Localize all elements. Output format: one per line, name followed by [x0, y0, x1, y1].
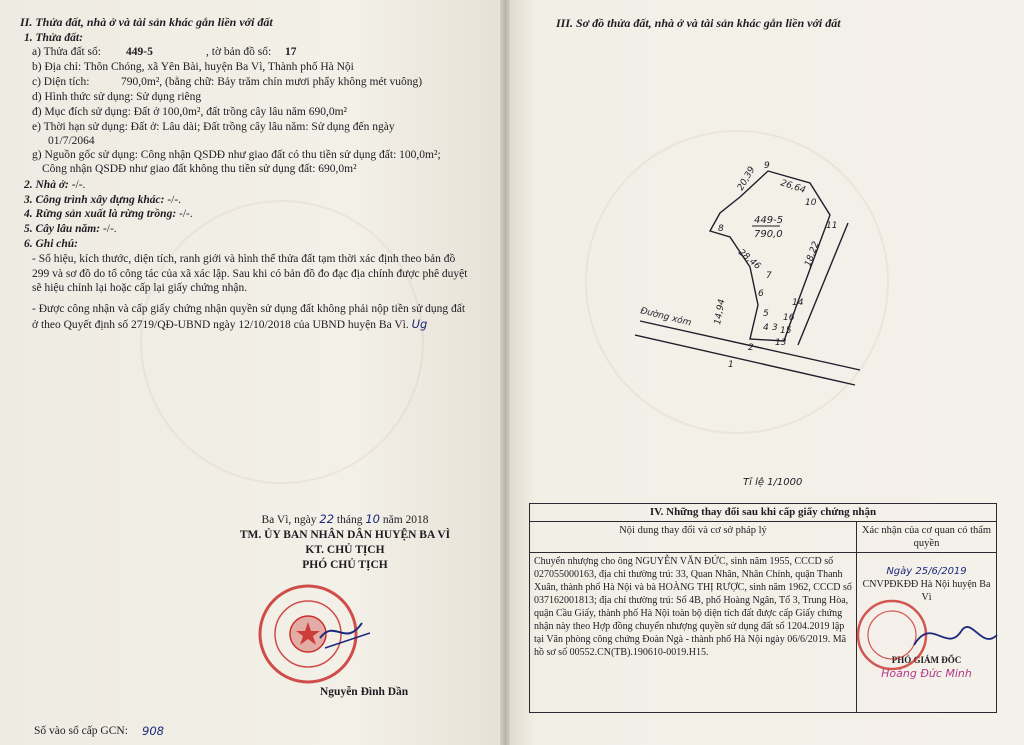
vertex-label-5: 5	[763, 309, 769, 319]
official-stamp-right	[852, 595, 1002, 675]
confirm-title: PHÓ GIÁM ĐỐC	[891, 655, 962, 665]
col-header-content: Nội dung thay đổi và cơ sở pháp lý	[530, 522, 857, 553]
parcel-number-label: a) Thửa đất số:	[32, 46, 101, 58]
usage-origin-line2: Công nhận QSDĐ như giao đất không thu tiền sử dụng đất: 690,0m²	[42, 163, 357, 175]
dimension-label: 20,39	[735, 165, 758, 193]
vertex-label-8: 8	[718, 224, 724, 234]
dimension-label: 14,94	[713, 298, 728, 326]
registration-label: Số vào sổ cấp GCN:	[34, 725, 128, 737]
vertex-label-2: 2	[748, 343, 754, 353]
issue-date: Ba Vì, ngày 22 tháng 10 năm 2018	[261, 512, 429, 526]
usage-origin-line1: g) Nguồn gốc sử dụng: Công nhận QSDĐ như giao đất có thu tiền sử dụng đất: 100,0m²;	[32, 149, 441, 161]
scale-label: Tỉ lệ 1/1000	[743, 477, 803, 488]
usage-form: d) Hình thức sử dụng: Sử dụng riêng	[32, 91, 202, 103]
parcel-number-value: 449-5	[126, 46, 153, 58]
col-header-confirm: Xác nhận của cơ quan có thẩm quyền	[857, 522, 997, 553]
section-ii-heading: II. Thửa đất, nhà ở và tài sản khác gắn liền với đất	[20, 15, 273, 29]
section-5-trees: 5. Cây lâu năm: -/-.	[24, 223, 117, 235]
section-4-forest: 4. Rừng sản xuất là rừng trồng: -/-.	[24, 208, 193, 220]
usage-term-line1: e) Thời hạn sử dụng: Đất ở: Lâu dài; Đất trồng cây lâu năm: Sử dụng đến ngày	[32, 121, 395, 133]
handwritten-mark: Ug	[411, 316, 428, 331]
vertex-label-10: 10	[805, 198, 817, 208]
issuing-org: TM. ỦY BAN NHÂN DÂN HUYỆN BA VÌ	[239, 529, 451, 541]
parcel-sketch	[600, 155, 880, 395]
signer-role-1: KT. CHỦ TỊCH	[305, 544, 385, 556]
address-line: b) Địa chỉ: Thôn Chóng, xã Yên Bài, huyện Ba Vì, Thành phố Hà Nội	[32, 61, 354, 73]
dimension-label: 28,46	[736, 247, 763, 272]
signer-role-2: PHÓ CHỦ TỊCH	[302, 559, 388, 571]
vertex-label-14: 14	[792, 298, 804, 308]
change-content-cell: Chuyển nhượng cho ông NGUYỄN VĂN ĐỨC, sinh năm 1955, CCCD số 027055000163, địa chỉ thường trú: 33, Quan Nhân, Nhân Chính, quận Thanh Xuân, thành phố Hà Nội và bà HOÀNG THỊ RƯỢC, sinh năm 1962, CCCD số 037162001813; địa chỉ thường trú: Số 4B, phố Hoàng Ngân, Tổ 3, Trung Hòa, quận Cầu Giấy, thành phố Hà Nội toàn bộ diện tích đất được cấp Giấy chứng nhận này theo Hợp đồng chuyển nhượng quyền sử dụng đất số 1204.2019 lập tại Văn phòng công chứng Đoàn Ngà - thành phố Hà Nội ngày 06/6/2019. Mã hồ sơ số 00552.CN(TB).190610-0019.H15.	[530, 553, 857, 713]
vertex-label-13: 13	[775, 338, 787, 348]
area-label: c) Diện tích:	[32, 76, 90, 88]
section-6-notes: 6. Ghi chú:	[24, 238, 78, 250]
signature-block	[215, 512, 475, 573]
vertex-label-15: 15	[780, 326, 792, 336]
registration-value: 908	[142, 724, 164, 738]
watermark-emblem	[140, 200, 424, 484]
vertex-label-16: 16	[783, 313, 795, 323]
table-title: IV. Những thay đổi sau khi cấp giấy chứng nhận	[530, 504, 997, 522]
map-sheet-label: , tờ bản đồ số:	[206, 46, 272, 58]
vertex-label-7: 7	[766, 271, 772, 281]
official-stamp-left	[250, 578, 380, 696]
note-2: - Được công nhận và cấp giấy chứng nhận quyền sử dụng đất không phải nộp tiền sử dụng đất ở theo Quyết định số 2719/QĐ-UBND ngày 12/10/2018 của UBND huyện Ba Vì. Ug	[32, 303, 466, 331]
section-2-housing: 2. Nhà ở: -/-.	[24, 179, 86, 191]
section-3-construction: 3. Công trình xây dựng khác: -/-.	[24, 194, 182, 206]
vertex-label-11: 11	[826, 221, 838, 231]
usage-purpose: đ) Mục đích sử dụng: Đất ở 100,0m², đất trồng cây lâu năm 690,0m²	[32, 106, 347, 118]
vertex-label-1: 1	[728, 360, 734, 370]
vertex-label-3: 3	[772, 323, 778, 333]
note-1: - Số hiệu, kích thước, diện tích, ranh giới và hình thể thửa đất tạm thời xác định theo bản đồ 299 và sơ đồ do tổ công tác của xã xác lập. Sau khi có bản đồ đo đạc địa chính được phê duyệt sẽ hiệu chỉnh lại hoặc cấp lại giấy chứng nhận.	[32, 253, 468, 294]
road-label: Đường xóm	[639, 306, 693, 329]
vertex-label-6: 6	[758, 289, 764, 299]
vertex-label-4: 4	[763, 323, 769, 333]
dimension-label: 26,64	[779, 178, 807, 196]
page-fold	[500, 0, 510, 745]
area-value: 790,0m², (bằng chữ: Bảy trăm chín mươi phẩy không mét vuông)	[121, 76, 423, 88]
section-iii-heading: III. Sơ đồ thửa đất, nhà ở và tài sản khác gắn liền với đất	[556, 16, 841, 30]
confirm-date: Ngày 25/6/2019	[886, 566, 967, 577]
confirm-org: CNVPĐKĐĐ Hà Nội huyện Ba Vì	[862, 579, 991, 603]
confirm-signer: Hoàng Đức Minh	[881, 667, 972, 680]
usage-term-line2: 01/7/2064	[48, 135, 95, 147]
plot-id-label: 449-5	[754, 215, 784, 226]
map-sheet-value: 17	[285, 46, 297, 58]
section-1-title: 1. Thửa đất:	[24, 32, 83, 44]
vertex-label-9: 9	[764, 161, 770, 171]
signer-name: Nguyễn Đình Dần	[320, 686, 409, 698]
dimension-label: 18,22	[803, 240, 822, 269]
plot-area-label: 790,0	[754, 229, 783, 240]
